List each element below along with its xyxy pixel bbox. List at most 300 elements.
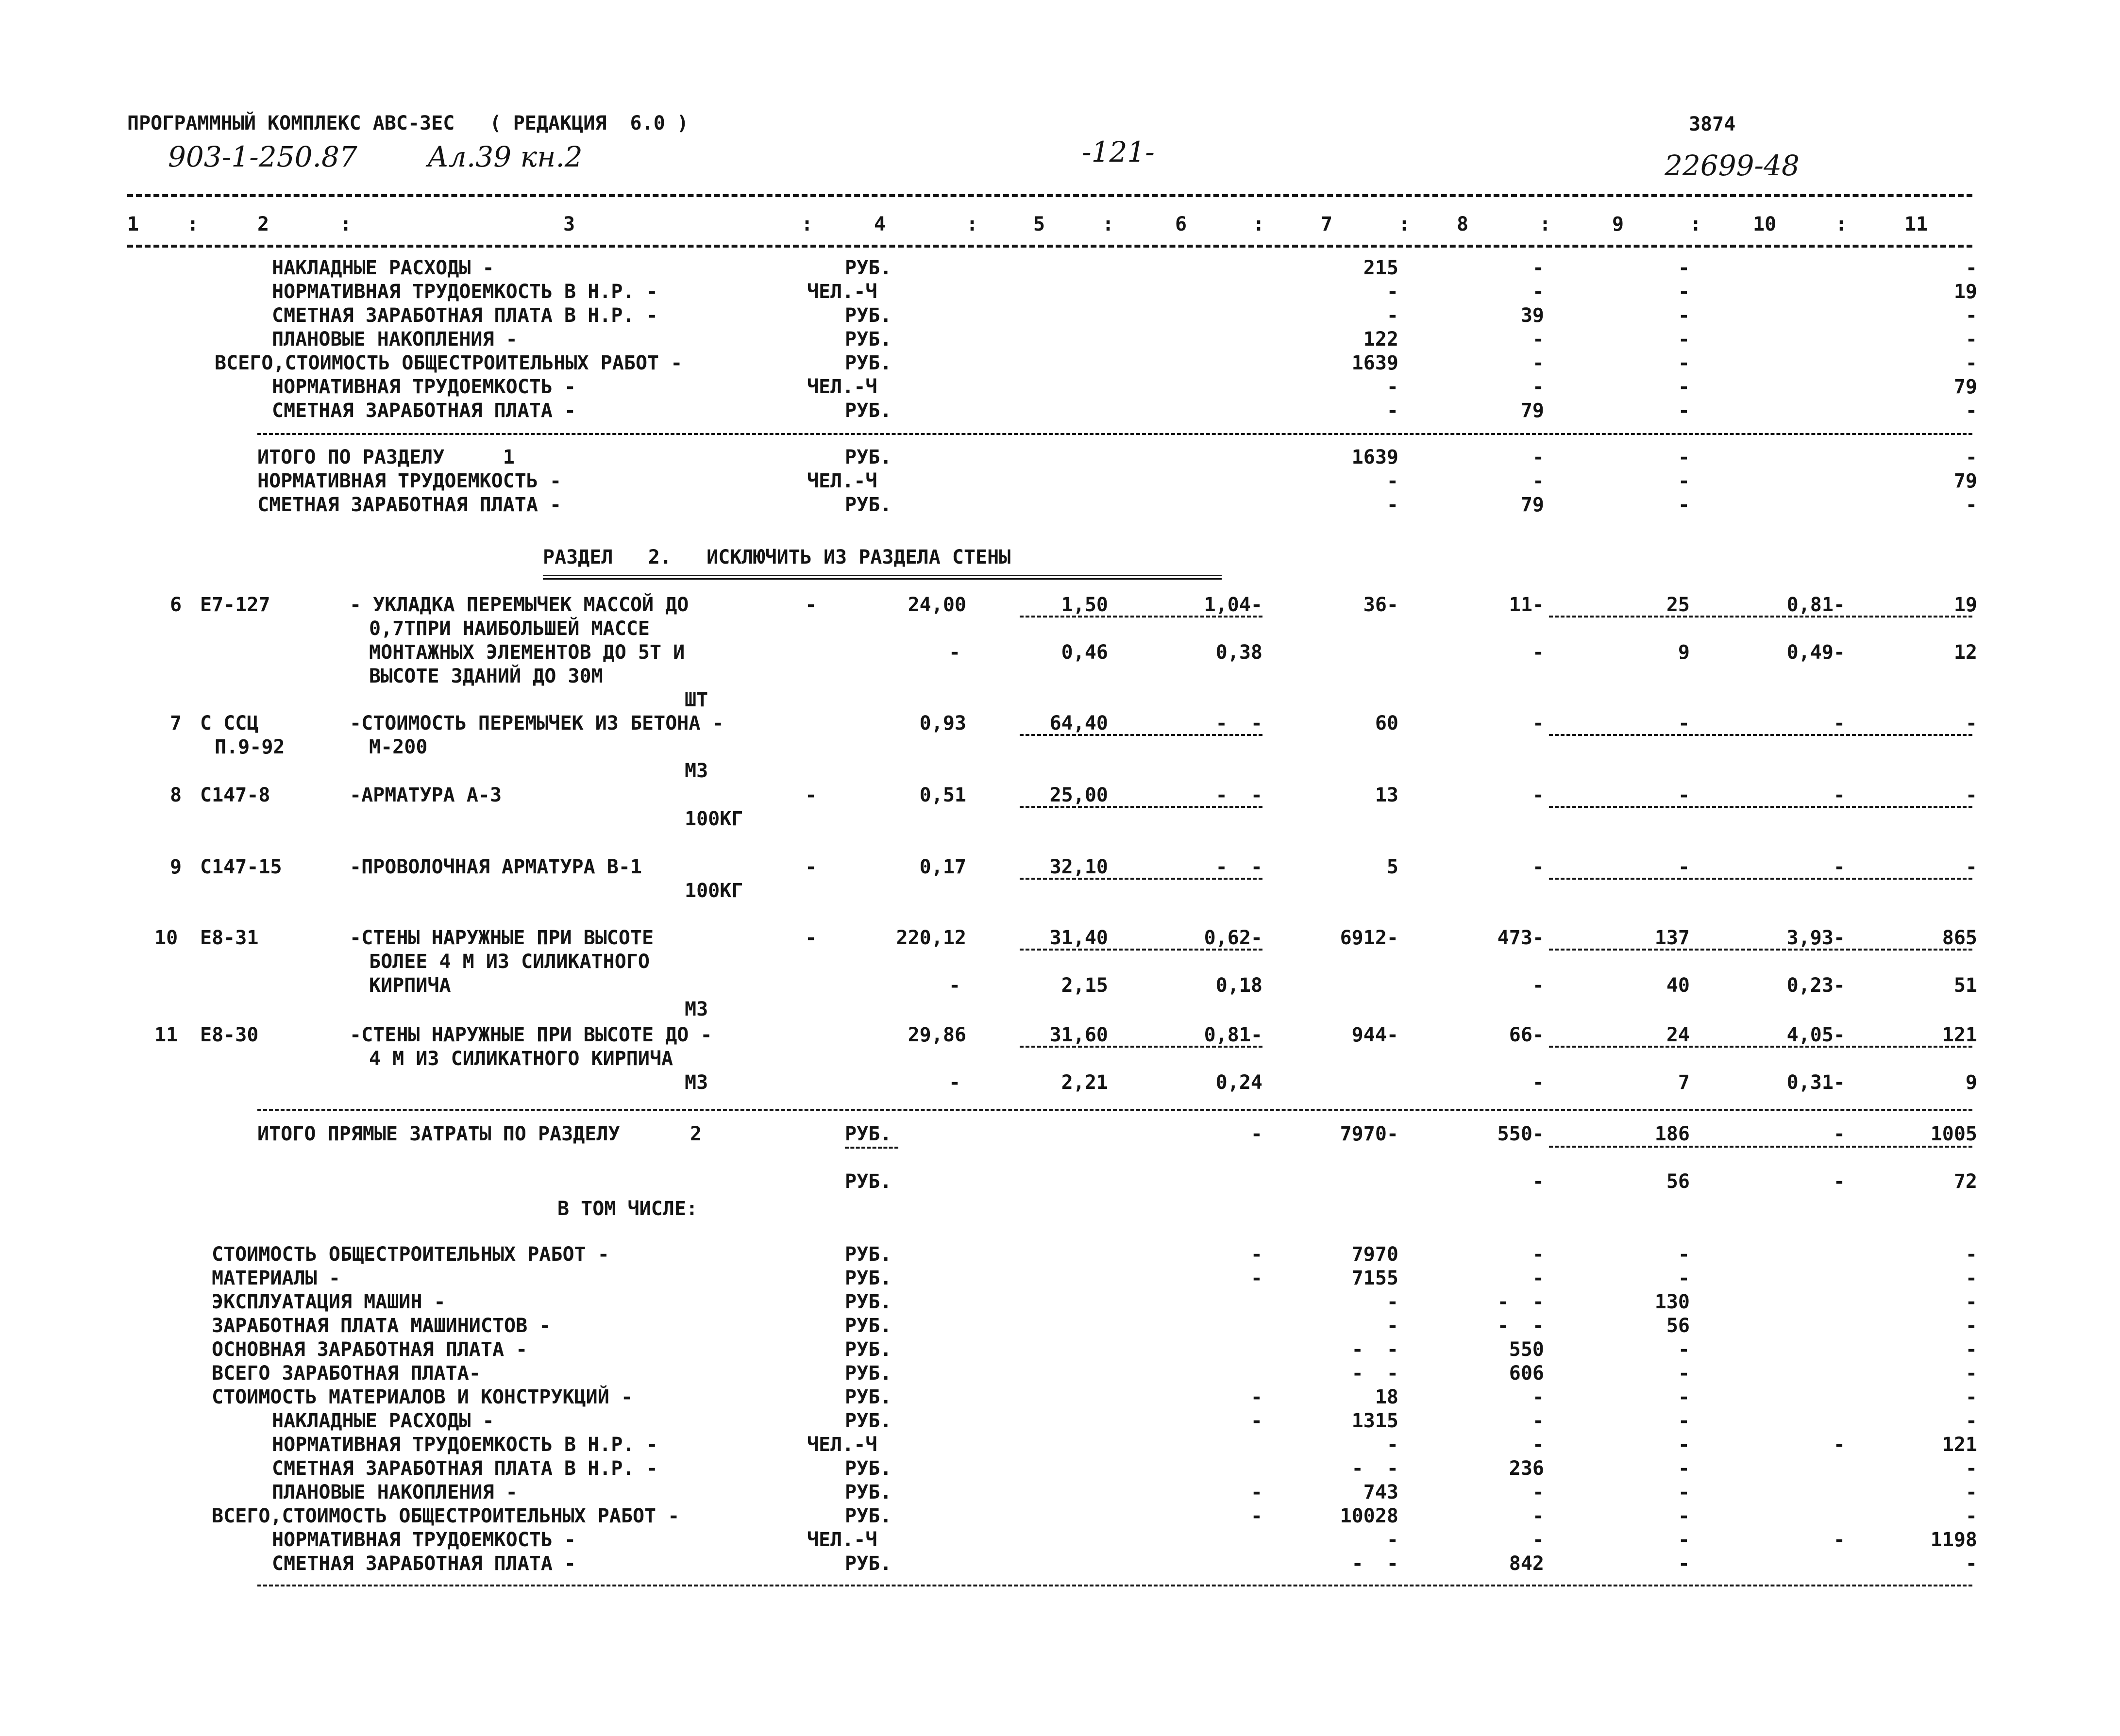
bottom-rule <box>257 1585 1972 1586</box>
cell-col5: 32,10 <box>1049 856 1108 878</box>
column-number: 10 <box>1753 213 1777 235</box>
cell-col11: - <box>1965 304 1977 327</box>
cell-col11: - <box>1965 400 1977 422</box>
cell-col9: - <box>1678 1457 1690 1480</box>
cell-col7: 944- <box>1351 1024 1398 1046</box>
cell-col11: 121 <box>1942 1024 1977 1046</box>
cell-col9: 186 <box>1654 1123 1690 1145</box>
item-number: 8 <box>170 784 182 806</box>
cell-col11: - <box>1965 856 1977 878</box>
cell-col8: - - <box>1497 1291 1544 1313</box>
item-description-line: МОНТАЖНЫХ ЭЛЕМЕНТОВ ДО 5Т И <box>369 641 685 664</box>
item-description-line: 4 М ИЗ СИЛИКАТНОГО КИРПИЧА <box>369 1048 673 1070</box>
cell-col6: - <box>1250 1243 1262 1266</box>
cell-col9: 137 <box>1654 927 1690 949</box>
row-unit: ЧЕЛ.-Ч <box>807 470 877 492</box>
cell-col7: 10028 <box>1340 1505 1398 1527</box>
row-unit: РУБ. <box>845 1170 892 1193</box>
cell-col8: - <box>1532 974 1544 997</box>
cell-col10: 0,49- <box>1786 641 1845 664</box>
cell-col6: 0,38 <box>1215 641 1262 664</box>
cell-col11: - <box>1965 784 1977 806</box>
cell-col11: 79 <box>1953 470 1977 492</box>
item-description-line: -ПРОВОЛОЧНАЯ АРМАТУРА В-1 <box>350 856 642 878</box>
program-line: ПРОГРАММНЫЙ КОМПЛЕКС АВС-ЗЕС ( РЕДАКЦИЯ 6.0 ) <box>127 112 689 134</box>
document-number: 903-1-250.87 <box>168 140 357 173</box>
row-unit: РУБ. <box>845 257 892 279</box>
cell-underline <box>1549 878 1972 880</box>
row-unit: ЧЕЛ.-Ч <box>807 1434 877 1456</box>
cell-col7: 1315 <box>1351 1410 1398 1432</box>
cell-col11: 865 <box>1942 927 1977 949</box>
cell-col8: 66- <box>1509 1024 1544 1046</box>
cell-col9: - <box>1678 856 1690 878</box>
cell-col8: - <box>1532 281 1544 303</box>
cell-col8: - <box>1532 446 1544 468</box>
cell-col6: 0,62- <box>1204 927 1262 949</box>
cell-col7: - <box>1386 376 1398 398</box>
cell-col8: 473- <box>1497 927 1544 949</box>
cell-col7: - <box>1386 1529 1398 1551</box>
row-unit: РУБ. <box>845 400 892 422</box>
item-unit: М3 <box>685 1071 708 1094</box>
row-label: СМЕТНАЯ ЗАРАБОТНАЯ ПЛАТА В Н.Р. - <box>272 1457 658 1480</box>
row-unit: РУБ. <box>845 1386 892 1408</box>
cell-col8: - <box>1532 376 1544 398</box>
row-unit: РУБ. <box>845 1315 892 1337</box>
item-description-line: - УКЛАДКА ПЕРЕМЫЧЕК МАССОЙ ДО <box>350 594 689 616</box>
cell-col11: - <box>1965 1315 1977 1337</box>
item-code-line2: П.9-92 <box>215 736 285 758</box>
item-unit: 100КГ <box>685 880 743 902</box>
cell-col4: 24,00 <box>908 594 966 616</box>
cell-col6: - <box>1250 1267 1262 1289</box>
cell-col11: - <box>1965 328 1977 351</box>
stamp-number-handwritten: 22699-48 <box>1665 149 1800 182</box>
cell-col9: 24 <box>1666 1024 1690 1046</box>
cell-col8: 79 <box>1520 494 1544 516</box>
cell-col6: - <box>1250 1481 1262 1503</box>
item-code: С147-8 <box>200 784 270 806</box>
item-description-line: -АРМАТУРА А-3 <box>350 784 502 806</box>
cell-col11: - <box>1965 257 1977 279</box>
cell-underline <box>1020 949 1262 951</box>
stamp-number-top: 3874 <box>1689 113 1736 135</box>
cell-col8: - <box>1532 1243 1544 1266</box>
row-label: СТОИМОСТЬ МАТЕРИАЛОВ И КОНСТРУКЦИЙ - <box>212 1386 633 1408</box>
row-dash: - <box>949 1071 961 1094</box>
cell-col9: - <box>1678 1267 1690 1289</box>
item-code: Е7-127 <box>200 594 270 616</box>
total-direct-label: ИТОГО ПРЯМЫЕ ЗАТРАТЫ ПО РАЗДЕЛУ 2 <box>257 1123 702 1145</box>
cell-col9: - <box>1678 1386 1690 1408</box>
row-unit: РУБ. <box>845 446 892 468</box>
cell-col8: 606 <box>1509 1362 1544 1385</box>
cell-col8: - <box>1532 1505 1544 1527</box>
cell-col6: 0,81- <box>1204 1024 1262 1046</box>
cell-col9: 56 <box>1666 1315 1690 1337</box>
cell-col9: - <box>1678 1552 1690 1575</box>
cell-underline <box>1020 616 1262 618</box>
item-description-line: М-200 <box>369 736 428 758</box>
row-unit: РУБ. <box>845 1123 892 1145</box>
cell-col8: - <box>1532 641 1544 664</box>
cell-col11: - <box>1965 1362 1977 1385</box>
cell-col11: - <box>1965 1291 1977 1313</box>
cell-col11: 19 <box>1953 594 1977 616</box>
cell-col11: - <box>1965 1457 1977 1480</box>
cell-col6: - <box>1250 1410 1262 1432</box>
cell-col11: - <box>1965 494 1977 516</box>
row-label: СМЕТНАЯ ЗАРАБОТНАЯ ПЛАТА - <box>272 400 576 422</box>
cell-col10: 0,31- <box>1786 1071 1845 1094</box>
cell-col7: - <box>1386 1291 1398 1313</box>
cell-col7: - - <box>1351 1552 1398 1575</box>
cell-col9: - <box>1678 1529 1690 1551</box>
column-number: 2 <box>257 213 269 235</box>
cell-col8: - <box>1532 328 1544 351</box>
row-label: СТОИМОСТЬ ОБЩЕСТРОИТЕЛЬНЫХ РАБОТ - <box>212 1243 609 1266</box>
cell-col11: - <box>1965 1267 1977 1289</box>
cell-underline <box>1020 734 1262 736</box>
cell-col4: 29,86 <box>908 1024 966 1046</box>
row-label: ПЛАНОВЫЕ НАКОПЛЕНИЯ - <box>272 328 518 351</box>
cell-col9: 56 <box>1666 1170 1690 1193</box>
cell-col6: 0,24 <box>1215 1071 1262 1094</box>
cell-col8: 11- <box>1509 594 1544 616</box>
cell-col5: 0,46 <box>1061 641 1108 664</box>
row-unit: РУБ. <box>845 1243 892 1266</box>
cell-col7: 36- <box>1363 594 1398 616</box>
row-label: ОСНОВНАЯ ЗАРАБОТНАЯ ПЛАТА - <box>212 1338 528 1361</box>
cell-col9: - <box>1678 257 1690 279</box>
cell-col6: 0,18 <box>1215 974 1262 997</box>
cell-col10: - <box>1833 1170 1845 1193</box>
cell-col7: - <box>1386 281 1398 303</box>
cell-col10: 0,23- <box>1786 974 1845 997</box>
row-unit: РУБ. <box>845 1338 892 1361</box>
cell-col10: 3,93- <box>1786 927 1845 949</box>
cell-col9: - <box>1678 712 1690 734</box>
cell-col4: 0,17 <box>919 856 966 878</box>
cell-col9: 7 <box>1678 1071 1690 1094</box>
item-unit: 100КГ <box>685 808 743 830</box>
column-number: 7 <box>1321 213 1333 235</box>
column-number: 4 <box>874 213 886 235</box>
item-description-line: -СТОИМОСТЬ ПЕРЕМЫЧЕК ИЗ БЕТОНА - <box>350 712 724 734</box>
cell-col5: 1,50 <box>1061 594 1108 616</box>
cell-col9: 130 <box>1654 1291 1690 1313</box>
row-label: НОРМАТИВНАЯ ТРУДОЕМКОСТЬ - <box>272 376 576 398</box>
cell-col11: - <box>1965 1338 1977 1361</box>
row-unit: РУБ. <box>845 1267 892 1289</box>
cell-col8: 79 <box>1520 400 1544 422</box>
cell-col10: 4,05- <box>1786 1024 1845 1046</box>
row-unit: ЧЕЛ.-Ч <box>807 376 877 398</box>
row-label: НАКЛАДНЫЕ РАСХОДЫ - <box>272 257 494 279</box>
row-label: НОРМАТИВНАЯ ТРУДОЕМКОСТЬ В Н.Р. - <box>272 281 658 303</box>
cell-col7: 1639 <box>1351 352 1398 374</box>
column-separator: : <box>1253 213 1265 235</box>
cell-col9: 25 <box>1666 594 1690 616</box>
cell-col8: 39 <box>1520 304 1544 327</box>
cell-col7: - - <box>1351 1338 1398 1361</box>
cell-col8: - <box>1532 1170 1544 1193</box>
row-label: СМЕТНАЯ ЗАРАБОТНАЯ ПЛАТА В Н.Р. - <box>272 304 658 327</box>
cell-col8: - <box>1532 1386 1544 1408</box>
row-label: ПЛАНОВЫЕ НАКОПЛЕНИЯ - <box>272 1481 518 1503</box>
cell-col11: - <box>1965 1410 1977 1432</box>
cell-col9: 9 <box>1678 641 1690 664</box>
column-separator: : <box>1690 213 1702 235</box>
items-total-divider <box>257 1109 1972 1111</box>
row-label: ВСЕГО,СТОИМОСТЬ ОБЩЕСТРОИТЕЛЬНЫХ РАБОТ - <box>215 352 683 374</box>
row-unit: РУБ. <box>845 352 892 374</box>
cell-col4: 0,93 <box>919 712 966 734</box>
column-number: 9 <box>1612 213 1624 235</box>
cell-col11: 9 <box>1965 1071 1977 1094</box>
item-code: С ССЦ <box>200 712 259 734</box>
cell-col8: - <box>1532 352 1544 374</box>
cell-col7: 122 <box>1363 328 1398 351</box>
cell-col10: - <box>1833 1434 1845 1456</box>
block-divider <box>257 433 1972 435</box>
item-description-line: -СТЕНЫ НАРУЖНЫЕ ПРИ ВЫСОТЕ ДО - <box>350 1024 712 1046</box>
cell-col7: 743 <box>1363 1481 1398 1503</box>
cell-col5: 2,21 <box>1061 1071 1108 1094</box>
row-unit: ЧЕЛ.-Ч <box>807 1529 877 1551</box>
row-label: ВСЕГО,СТОИМОСТЬ ОБЩЕСТРОИТЕЛЬНЫХ РАБОТ - <box>212 1505 680 1527</box>
row-label: СМЕТНАЯ ЗАРАБОТНАЯ ПЛАТА - <box>257 494 562 516</box>
row-unit: РУБ. <box>845 304 892 327</box>
column-separator: : <box>966 213 978 235</box>
item-description-line: ВЫСОТЕ ЗДАНИЙ ДО 30М <box>369 665 603 687</box>
column-separator: : <box>1539 213 1551 235</box>
cell-underline <box>1549 806 1972 808</box>
row-label: ЭКСПЛУАТАЦИЯ МАШИН - <box>212 1291 446 1313</box>
cell-underline <box>1549 1046 1972 1048</box>
cell-col9: - <box>1678 1410 1690 1432</box>
column-separator: : <box>801 213 813 235</box>
item-unit: ШТ <box>685 689 708 711</box>
cell-col7: 18 <box>1375 1386 1398 1408</box>
row-label: ИТОГО ПО РАЗДЕЛУ 1 <box>257 446 515 468</box>
cell-col9: - <box>1678 304 1690 327</box>
item-code: С147-15 <box>200 856 282 878</box>
cell-col9: - <box>1678 1362 1690 1385</box>
cell-col8: - - <box>1497 1315 1544 1337</box>
cell-col7: 215 <box>1363 257 1398 279</box>
cell-col9: - <box>1678 328 1690 351</box>
item-number: 9 <box>170 856 182 878</box>
cell-col9: - <box>1678 1505 1690 1527</box>
row-label: МАТЕРИАЛЫ - <box>212 1267 340 1289</box>
cell-col8: - <box>1532 1071 1544 1094</box>
cell-col7: - <box>1386 1315 1398 1337</box>
section-title-underline <box>543 575 1222 580</box>
cell-col8: 842 <box>1509 1552 1544 1575</box>
row-unit: РУБ. <box>845 1291 892 1313</box>
unit-underline <box>845 1147 898 1149</box>
cell-col8: - <box>1532 784 1544 806</box>
item-code: Е8-30 <box>200 1024 259 1046</box>
cell-underline <box>1020 806 1262 808</box>
cell-col7: - <box>1386 470 1398 492</box>
row-unit: РУБ. <box>845 1457 892 1480</box>
cell-col9: - <box>1678 1434 1690 1456</box>
cell-col11: - <box>1965 1243 1977 1266</box>
cell-col7: 6912- <box>1340 927 1398 949</box>
column-separator: : <box>187 213 199 235</box>
cell-col7: - <box>1386 304 1398 327</box>
cell-col9: - <box>1678 494 1690 516</box>
row-dash: - <box>805 927 817 949</box>
cell-col7: 7970 <box>1351 1243 1398 1266</box>
item-number: 7 <box>170 712 182 734</box>
cell-col11: - <box>1965 1386 1977 1408</box>
cell-col6: - <box>1250 1386 1262 1408</box>
cell-col10: 0,81- <box>1786 594 1845 616</box>
cell-col7: 7155 <box>1351 1267 1398 1289</box>
cell-col11: - <box>1965 446 1977 468</box>
item-number: 11 <box>154 1024 178 1046</box>
cell-col8: 236 <box>1509 1457 1544 1480</box>
cell-col9: - <box>1678 400 1690 422</box>
cell-col7: - <box>1386 400 1398 422</box>
cell-col10: - <box>1833 784 1845 806</box>
cell-col11: 51 <box>1953 974 1977 997</box>
cell-col10: - <box>1833 856 1845 878</box>
column-number: 6 <box>1175 213 1187 235</box>
row-unit: РУБ. <box>845 1505 892 1527</box>
cell-col7: 60 <box>1375 712 1398 734</box>
item-number: 6 <box>170 594 182 616</box>
cell-col7: - <box>1386 494 1398 516</box>
album-reference: Ал.39 кн.2 <box>427 140 583 173</box>
item-number: 10 <box>154 927 178 949</box>
row-label: НОРМАТИВНАЯ ТРУДОЕМКОСТЬ - <box>257 470 562 492</box>
cell-col8: - <box>1532 257 1544 279</box>
cell-underline <box>1549 949 1972 951</box>
cell-col11: 1198 <box>1930 1529 1977 1551</box>
cell-col8: - <box>1532 1529 1544 1551</box>
column-separator: : <box>340 213 352 235</box>
column-number: 5 <box>1033 213 1045 235</box>
cell-col5: 25,00 <box>1049 784 1108 806</box>
row-dash: - <box>949 641 961 664</box>
cell-col10: - <box>1833 1123 1845 1145</box>
row-label: НАКЛАДНЫЕ РАСХОДЫ - <box>272 1410 494 1432</box>
cell-col10: - <box>1833 1529 1845 1551</box>
cell-col11: - <box>1965 1481 1977 1503</box>
cell-col7: 7970- <box>1340 1123 1398 1145</box>
item-code: Е8-31 <box>200 927 259 949</box>
cell-col10: - <box>1833 712 1845 734</box>
column-separator: : <box>1102 213 1114 235</box>
row-unit: РУБ. <box>845 1410 892 1432</box>
page-number: -121- <box>1082 135 1155 168</box>
cell-col11: - <box>1965 352 1977 374</box>
cell-col11: 19 <box>1953 281 1977 303</box>
cell-col6: - - <box>1215 784 1262 806</box>
cell-col8: - <box>1532 1410 1544 1432</box>
cell-col11: - <box>1965 712 1977 734</box>
section-title: РАЗДЕЛ 2. ИСКЛЮЧИТЬ ИЗ РАЗДЕЛА СТЕНЫ <box>543 546 1011 568</box>
cell-col7: 13 <box>1375 784 1398 806</box>
cell-col8: - <box>1532 1267 1544 1289</box>
column-number: 8 <box>1457 213 1469 235</box>
cell-col7: - - <box>1351 1457 1398 1480</box>
cell-underline <box>1549 1146 1972 1148</box>
item-unit: М3 <box>685 760 708 782</box>
cell-col6: - <box>1250 1123 1262 1145</box>
row-label: СМЕТНАЯ ЗАРАБОТНАЯ ПЛАТА - <box>272 1552 576 1575</box>
cell-col9: - <box>1678 1481 1690 1503</box>
cell-col9: - <box>1678 784 1690 806</box>
cell-col8: - <box>1532 1481 1544 1503</box>
cell-col7: - - <box>1351 1362 1398 1385</box>
column-number: 1 <box>127 213 139 235</box>
cell-col7: 5 <box>1386 856 1398 878</box>
column-number: 3 <box>563 213 575 235</box>
cell-col11: 1005 <box>1930 1123 1977 1145</box>
cell-col7: - <box>1386 1434 1398 1456</box>
cell-col9: - <box>1678 281 1690 303</box>
item-description-line: 0,7ТПРИ НАИБОЛЬШЕЙ МАССЕ <box>369 618 650 640</box>
cell-col4: 0,51 <box>919 784 966 806</box>
row-label: ЗАРАБОТНАЯ ПЛАТА МАШИНИСТОВ - <box>212 1315 551 1337</box>
cell-underline <box>1020 1046 1262 1048</box>
cell-col9: - <box>1678 376 1690 398</box>
cell-col11: 79 <box>1953 376 1977 398</box>
including-label: В ТОМ ЧИСЛЕ: <box>557 1198 698 1220</box>
row-unit: РУБ. <box>845 494 892 516</box>
item-description-line: КИРПИЧА <box>369 974 451 997</box>
row-unit: РУБ. <box>845 328 892 351</box>
column-separator: : <box>1835 213 1848 235</box>
cell-col11: 72 <box>1953 1170 1977 1193</box>
cell-col6: 1,04- <box>1204 594 1262 616</box>
cell-underline <box>1549 734 1972 736</box>
cell-col9: - <box>1678 352 1690 374</box>
cell-col9: - <box>1678 1338 1690 1361</box>
column-number: 11 <box>1904 213 1928 235</box>
cell-col8: - <box>1532 1434 1544 1456</box>
cell-underline <box>1020 878 1262 880</box>
cell-col11: 12 <box>1953 641 1977 664</box>
row-unit: РУБ. <box>845 1362 892 1385</box>
cell-col6: - - <box>1215 712 1262 734</box>
cell-col8: - <box>1532 470 1544 492</box>
cell-col7: 1639 <box>1351 446 1398 468</box>
cell-col11: - <box>1965 1505 1977 1527</box>
cell-col5: 64,40 <box>1049 712 1108 734</box>
cell-col5: 31,60 <box>1049 1024 1108 1046</box>
cell-col11: 121 <box>1942 1434 1977 1456</box>
row-label: НОРМАТИВНАЯ ТРУДОЕМКОСТЬ - <box>272 1529 576 1551</box>
cell-col9: - <box>1678 1243 1690 1266</box>
cell-col5: 31,40 <box>1049 927 1108 949</box>
cell-underline <box>1549 616 1972 618</box>
cell-col9: - <box>1678 446 1690 468</box>
cell-col8: 550 <box>1509 1338 1544 1361</box>
cell-col9: - <box>1678 470 1690 492</box>
item-unit: М3 <box>685 998 708 1020</box>
item-description-line: БОЛЕЕ 4 М ИЗ СИЛИКАТНОГО <box>369 951 650 973</box>
cell-col9: 40 <box>1666 974 1690 997</box>
row-dash: - <box>805 856 817 878</box>
column-separator: : <box>1398 213 1411 235</box>
